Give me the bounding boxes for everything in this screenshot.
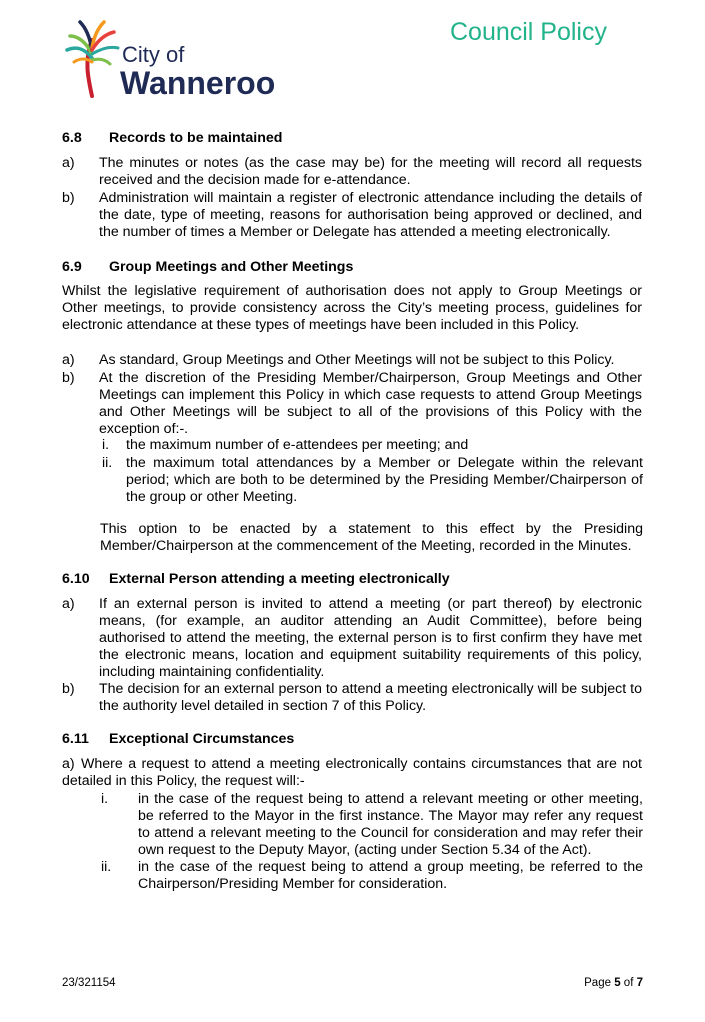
list-item xyxy=(62,596,642,681)
page-prefix: Page xyxy=(584,977,611,989)
item-text-content: Where a request to attend a meeting electronically contains circumstances that are not detailed in this Policy, the request will:- xyxy=(62,756,642,789)
section-number: 6.11 xyxy=(62,731,89,747)
list-item xyxy=(62,370,642,438)
page-current: 5 xyxy=(614,977,621,989)
subitem-text: in the case of the request being to attend a group meeting, be referred to the Chairperson/Presiding Member for consideration. xyxy=(138,859,643,892)
page-of: of xyxy=(623,977,634,989)
list-item xyxy=(62,756,642,790)
item-text: Administration will maintain a register of electronic attendance including the details of the date, type of meeting, reasons for authorisation being approved or declined, and the number of times a Member or Delegate has attended a meeting electronically. xyxy=(99,190,642,240)
item-text: As standard, Group Meetings and Other Meetings will not be subject to this Policy. xyxy=(99,352,615,368)
page-number xyxy=(584,976,643,990)
list-item xyxy=(62,155,642,189)
item-label: a) xyxy=(62,155,75,171)
sub-list-item xyxy=(101,791,643,859)
subitem-label: ii. xyxy=(102,455,113,471)
sub-list-item xyxy=(102,455,643,506)
section-6-10-heading xyxy=(62,571,450,588)
subitem-text: in the case of the request being to attend a relevant meeting or other meeting, be referred to the Mayor in the first instance. The Mayor may refer any request to attend a relevant meeting to the Council for consideration and may refer their own request to the Deputy Mayor, (acting under Section 5.34 of the Act). xyxy=(138,791,643,858)
list-item xyxy=(62,352,642,369)
section-title: External Person attending a meeting electronically xyxy=(109,571,450,587)
item-text: If an external person is invited to attend a meeting (or part thereof) by electronic means, (for example, an auditor attending an Audit Committee), before being authorised to attend the meeting, the external person is to first confirm they have met the electronic means, location and equipment suitability requirements of this policy, including maintaining confidentiality. xyxy=(99,596,642,680)
item-label: a) xyxy=(62,596,75,612)
logo-line2: Wanneroo xyxy=(120,65,276,101)
palm-emblem-icon xyxy=(62,18,294,102)
list-item xyxy=(62,190,642,241)
section-title: Exceptional Circumstances xyxy=(109,731,295,747)
section-number: 6.9 xyxy=(62,259,82,275)
item-text: The decision for an external person to attend a meeting electronically will be subject to the authority level detailed in section 7 of this Policy. xyxy=(99,681,642,714)
subitem-label: i. xyxy=(102,437,110,453)
subitem-label: ii. xyxy=(101,859,112,875)
item-text: The minutes or notes (as the case may be) for the meeting will record all requests received and the decision made for e-attendance. xyxy=(99,155,642,188)
sub-list-item xyxy=(102,437,622,454)
sub-list-item xyxy=(101,859,643,893)
section-title: Group Meetings and Other Meetings xyxy=(109,259,354,275)
section-6-9-intro: Whilst the legislative requirement of authorisation does not apply to Group Meetings or Other meetings, to provide consistency across the City’s meeting process, guidelines for electronic attendance at these types of meetings have been included in this Policy. xyxy=(62,283,642,333)
item-text: At the discretion of the Presiding Member/Chairperson, Group Meetings and Other Meetings can implement this Policy in which case requests to attend Group Meetings and Other Meetings will be subject to all of the provisions of this Policy with the exception of:-. xyxy=(99,370,642,437)
item-label: a) xyxy=(62,756,75,772)
page-total: 7 xyxy=(636,977,643,989)
section-number: 6.10 xyxy=(62,571,90,587)
document-number: 23/321154 xyxy=(62,977,116,989)
item-label: b) xyxy=(62,681,75,697)
section-6-8-heading xyxy=(62,130,282,147)
item-label: b) xyxy=(62,190,75,206)
section-title: Records to be maintained xyxy=(109,130,283,146)
subitem-label: i. xyxy=(101,791,109,807)
subitem-text: the maximum total attendances by a Member or Delegate within the relevant period; which are both to be determined by the Presiding Member/Chairperson of the group or other Meeting. xyxy=(126,455,643,505)
section-6-9-closing: This option to be enacted by a statement to this effect by the Presiding Member/Chairperson at the commencement of the Meeting, recorded in the Minutes. xyxy=(100,521,643,554)
section-6-9-heading xyxy=(62,259,353,276)
subitem-text: the maximum number of e-attendees per meeting; and xyxy=(126,437,469,453)
item-label: a) xyxy=(62,352,75,368)
item-label: b) xyxy=(62,370,75,386)
section-number: 6.8 xyxy=(62,130,82,146)
document-type-title: Council Policy xyxy=(449,18,607,46)
item-text xyxy=(62,756,642,790)
section-6-11-heading xyxy=(62,731,294,748)
list-item xyxy=(62,681,642,715)
logo-line1: City of xyxy=(122,42,185,67)
city-of-wanneroo-logo xyxy=(62,18,294,102)
